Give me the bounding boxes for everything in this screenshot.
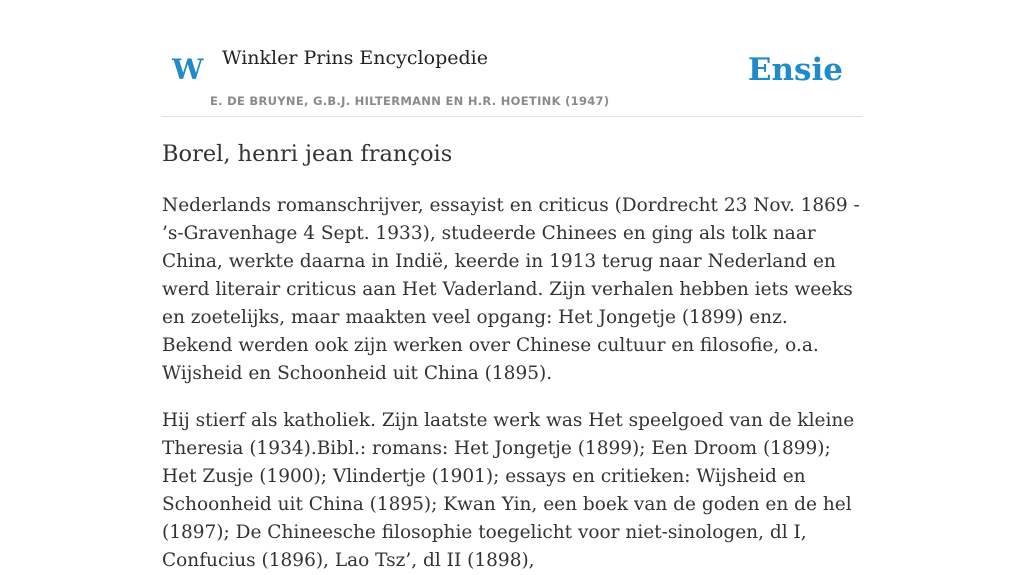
article-paragraph: Nederlands romanschrijver, essayist en criticus (Dordrecht 23 Nov. 1869 - ’s-Gravenhage 4 Sept. 1933), studeerde Chinees en ging als tolk naar China, werkte daarna in Indië, keerde in 1913 terug naar Nederland en werd literair criticus aan Het Vaderland. Zijn verhalen hebben iets weeks en zoetelijks, maar maakten veel opgang: Het Jongetje (1899) enz. Bekend werden ook zijn werken over Chinese cultuur en filosofie, o.a. Wijsheid en Schoonheid uit China (1895). (162, 195, 860, 384)
article-paragraph: Hij stierf als katholiek. Zijn laatste werk was Het speelgoed van de kleine Theresia (1934).Bibl.: romans: Het Jongetje (1899); Een Droom (1899); Het Zusje (1900); Vlindertje (1901); essays en critieken: Wijsheid en Schoonheid uit China (1895); Kwan Yin, een boek van de goden en de hel (1897); De Chineesche filosophie toegelicht voor niet-sinologen, dl I, Confucius (1896), Lao Tsz’, dl II (1898), (162, 410, 855, 571)
header (162, 0, 862, 117)
source-logo-icon[interactable]: W (172, 53, 204, 86)
article (162, 136, 862, 575)
article-title: Borel, henri jean françois (162, 141, 453, 167)
source-authors: E. DE BRUYNE, G.B.J. HILTERMANN EN H.R. HOETINK (1947) (210, 94, 610, 108)
source-title-link[interactable]: Winkler Prins Encyclopedie (222, 47, 488, 69)
brand-logo-link[interactable]: Ensie (747, 52, 843, 88)
